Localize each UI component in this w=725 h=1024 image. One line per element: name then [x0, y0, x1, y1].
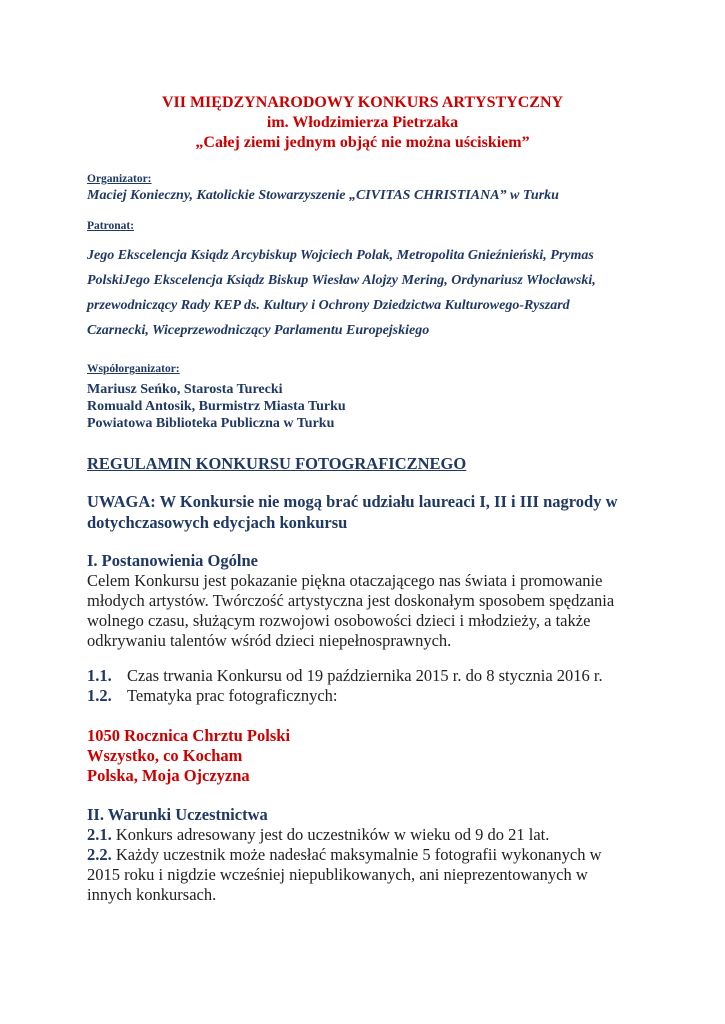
regulations-title: REGULAMIN KONKURSU FOTOGRAFICZNEGO: [87, 454, 467, 473]
patronage-line: PolskiJego Ekscelencja Ksiądz Biskup Wiesław Alojzy Mering, Ordynariusz Włocławski,: [87, 273, 596, 288]
contest-motto: „Całej ziemi jednym objąć nie można uściskiem”: [195, 134, 530, 151]
patronage-label: Patronat:: [87, 220, 135, 232]
patronage-line: Jego Ekscelencja Ksiądz Arcybiskup Wojciech Polak, Metropolita Gnieźnieński, Prymas: [87, 248, 594, 263]
item-1-1: [87, 666, 640, 686]
organizer-text: Maciej Konieczny, Katolickie Stowarzyszenie „CIVITAS CHRISTIANA” w Turku: [87, 188, 559, 203]
theme-item: 1050 Rocznica Chrztu Polski: [87, 726, 291, 745]
item-number: 1.2.: [87, 686, 112, 705]
item-text: Czas trwania Konkursu od 19 października 2015 r. do 8 stycznia 2016 r.: [127, 666, 603, 685]
item-number: 2.2.: [87, 845, 112, 864]
contest-title: VII MIĘDZYNARODOWY KONKURS ARTYSTYCZNY: [161, 94, 564, 111]
item-text: Tematyka prac fotograficznych:: [127, 686, 338, 705]
item-text: Konkurs adresowany jest do uczestników w wieku od 9 do 21 lat.: [111, 825, 550, 844]
patronage-line: Czarnecki, Wiceprzewodniczący Parlamentu Europejskiego: [87, 323, 430, 338]
item-text: 2015 roku i nigdzie wcześniej niepublikowanych, ani nieprezentowanych w: [87, 865, 588, 884]
patronage-text: [87, 243, 640, 343]
patronage-line: przewodniczący Rady KEP ds. Kultury i Ochrony Dziedzictwa Kulturowego-Ryszard: [87, 298, 570, 313]
theme-item: Polska, Moja Ojczyzna: [87, 766, 250, 785]
organizer-label: Organizator:: [87, 173, 152, 185]
item-number: 2.1.: [87, 825, 112, 844]
theme-list: [87, 726, 640, 786]
section-1-line: odkrywaniu talentów wśród dzieci niepełnosprawnych.: [87, 631, 452, 650]
co-organizer-list: [87, 381, 640, 432]
co-organizer-item: Romuald Antosik, Burmistrz Miasta Turku: [87, 399, 346, 414]
section-1-line: Celem Konkursu jest pokazanie piękna otaczającego nas świata i promowanie: [87, 571, 603, 590]
contest-header: [87, 93, 638, 153]
contest-patron-name: im. Włodzimierza Pietrzaka: [266, 114, 459, 131]
item-number: 1.1.: [87, 666, 112, 685]
co-organizer-label: Współorganizator:: [87, 363, 180, 375]
item-1-2: [87, 686, 640, 706]
theme-item: Wszystko, co Kocham: [87, 746, 243, 765]
item-2-2: [87, 845, 640, 905]
notice-line: UWAGA: W Konkursie nie mogą brać udziału laureaci I, II i III nagrody w: [87, 492, 618, 511]
notice-line: dotychczasowych edycjach konkursu: [87, 513, 348, 532]
item-2-1: [87, 825, 640, 845]
notice: [87, 491, 640, 533]
section-1-heading: I. Postanowienia Ogólne: [87, 551, 258, 570]
section-1-line: młodych artystów. Twórczość artystyczna jest doskonałym sposobem spędzania: [87, 591, 615, 610]
section-1-line: wolnego czasu, służącym rozwojowi osobowości dzieci i młodzieży, a także: [87, 611, 591, 630]
co-organizer-item: Mariusz Seńko, Starosta Turecki: [87, 382, 283, 397]
item-text: Każdy uczestnik może nadesłać maksymalnie 5 fotografii wykonanych w: [111, 845, 602, 864]
co-organizer-item: Powiatowa Biblioteka Publiczna w Turku: [87, 416, 335, 431]
section-2-heading: II. Warunki Uczestnictwa: [87, 805, 268, 824]
item-text: innych konkursach.: [87, 885, 217, 904]
section-1-body: [87, 571, 640, 651]
